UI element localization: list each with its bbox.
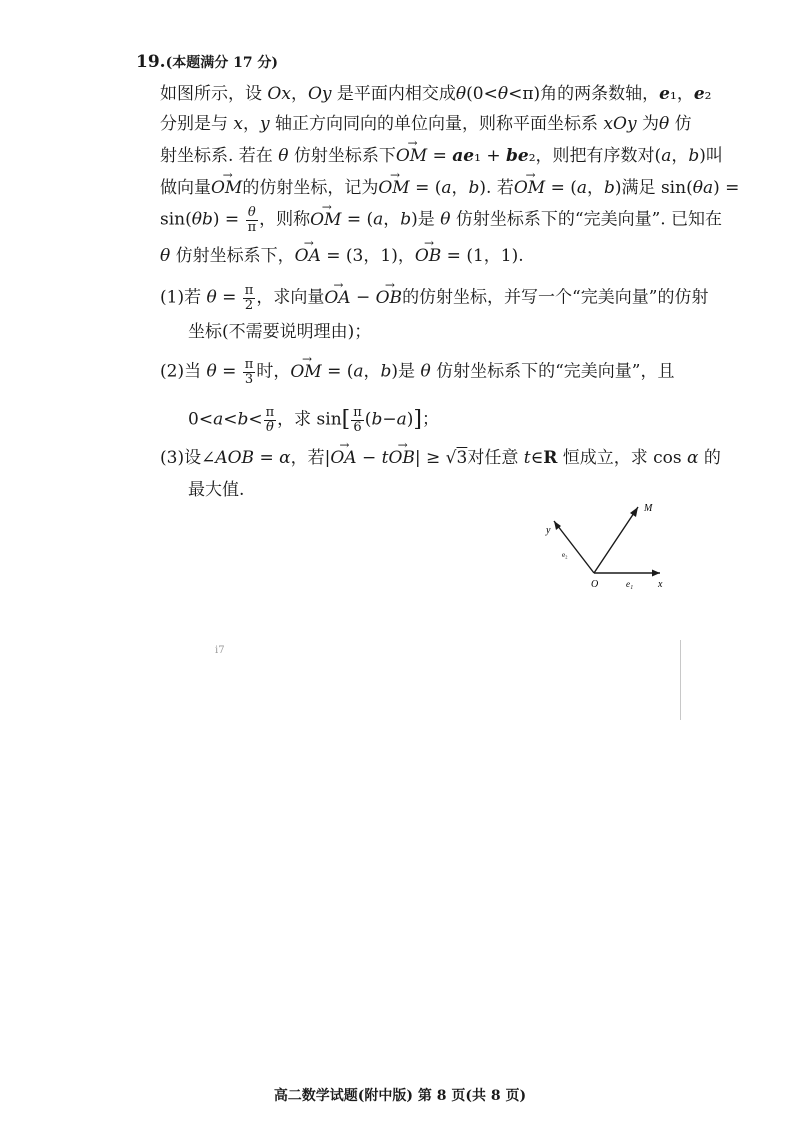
m-label: M (644, 503, 653, 514)
x-label: x (658, 579, 663, 590)
o-label: O (591, 579, 599, 590)
question-3: (3)设∠AOB = α，若|→ OA − t→ OB| ≥ √3对任意 t∈R 恒成立，求 cos α 的 (160, 450, 680, 467)
intro-line-6: θ 仿射坐标系下，→ OA = (3，1)，→ OB = (1，1). (160, 248, 680, 265)
problem-number: 19.(本题满分 17 分) (136, 52, 279, 72)
y-label: y (546, 525, 551, 536)
question-3-cont: 最大值. (188, 480, 245, 500)
scan-edge (680, 640, 681, 720)
question-2-cont: 0<a<b< $\frac{\pi}{\theta}$ ，求 sin[ $\frac{\pi}{6}$ (b−a)]； (188, 405, 439, 435)
fraction: $\frac{\pi}{2}$ (244, 283, 254, 313)
intro-line-1: 如图所示，设 Ox，Oy 是平面内相交成θ(0<θ<π)角的两条数轴，e₁，e₂ (160, 84, 712, 104)
question-1-cont: 坐标(不需要说明理由)； (188, 322, 372, 342)
question-1: (1)若 θ = $\frac{\pi}{2}$ ，求向量→ OA − → OB的仿射坐标，并写一个“完美向量”的仿射 (160, 284, 680, 312)
intro-line-3: 射坐标系. 若在 θ 仿射坐标系下→ OM = ae₁ + be₂，则把有序数对(a，b)叫 (160, 148, 680, 165)
page-footer: 高二数学试题(附中版) 第 8 页(共 8 页) (273, 1088, 527, 1104)
vector-om (594, 507, 638, 573)
vector-om-arrow (630, 507, 638, 517)
oblique-axes-figure (530, 495, 680, 595)
y-axis (554, 521, 594, 573)
e2-label: e₂ (562, 551, 568, 559)
fraction-theta-over-pi: $\frac{\theta}{\pi}$ (247, 205, 257, 235)
fraction: $\frac{\pi}{3}$ (244, 357, 254, 387)
question-2: (2)当 θ = $\frac{\pi}{3}$ 时，→ OM = (a，b)是 θ 仿射坐标系下的“完美向量”，且 (160, 358, 680, 386)
intro-line-4: 做向量→ OM的仿射坐标，记为→ OM = (a，b). 若→ OM = (a，b)满足 sin(θa) = (160, 180, 680, 197)
intro-line-2: 分别是与 x，y 轴正方向同向的单位向量，则称平面坐标系 xOy 为θ 仿 (160, 114, 692, 134)
scan-speck: i7 (215, 645, 225, 656)
e1-label: e₁ (626, 579, 634, 589)
x-axis-arrow (652, 570, 660, 577)
fraction: $\frac{\pi}{6}$ (353, 405, 362, 435)
intro-line-5: sin(θb) = $\frac{\theta}{\pi}$ ，则称→ OM = (a，b)是 θ 仿射坐标系下的“完美向量”. 已知在 (160, 206, 680, 234)
fraction: $\frac{\pi}{\theta}$ (265, 405, 275, 435)
